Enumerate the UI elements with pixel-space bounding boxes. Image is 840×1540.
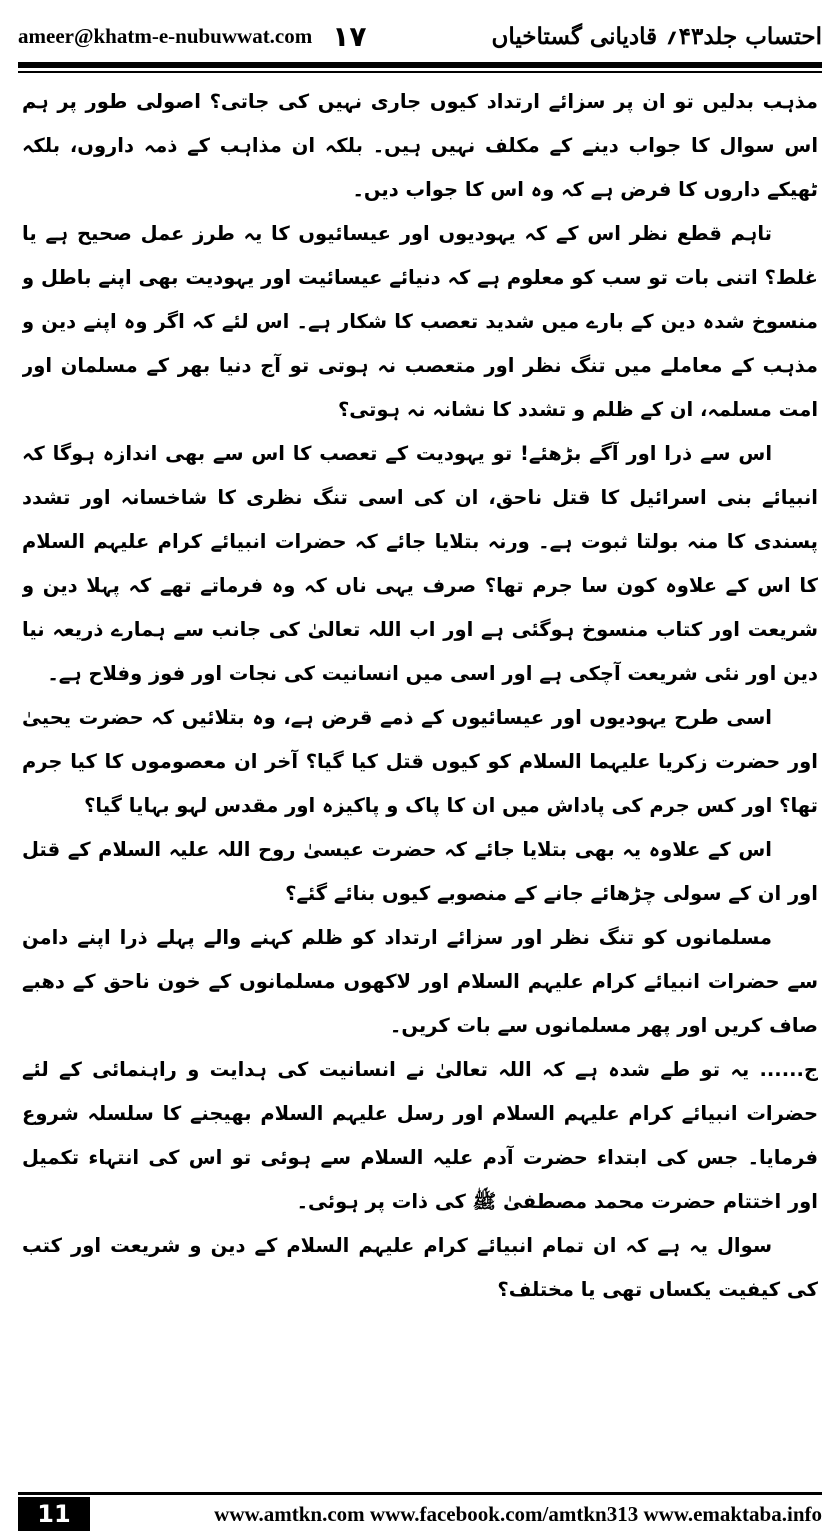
- footer-page-number: 11: [18, 1497, 90, 1531]
- body-text: [22, 80, 818, 1475]
- paragraph-5: اس کے علاوہ یہ بھی بتلایا جائے کہ حضرت عیسیٰ روح اللہ علیہ السلام کے قتل اور ان کے سولی چڑھائے جانے کے منصوبے کیوں بنائے گئے؟: [22, 838, 818, 905]
- footer-rule: [18, 1492, 822, 1495]
- header-rule-thin: [18, 71, 822, 73]
- footer-urls: www.amtkn.com www.facebook.com/amtkn313 www.emaktaba.info: [214, 1502, 822, 1526]
- header-email: ameer@khatm-e-nubuwwat.com: [18, 23, 313, 48]
- paragraph-3: اس سے ذرا اور آگے بڑھئے! تو یہودیت کے تعصب کا اس سے بھی اندازہ ہوگا کہ انبیائے بنی اسرائیل کا قتل ناحق، ان کی اسی تنگ نظری کا شاخسانہ اور تشدد پسندی کا منہ بولتا ثبوت ہے۔ ورنہ بتلایا جائے کہ حضرات انبیائے کرام علیہم السلام کا اس کے علاوہ کون سا جرم تھا؟ صرف یہی ناں کہ وہ فرماتے تھے کہ پہلا دین و شریعت اور کتاب منسوخ ہوگئی ہے اور اب اللہ تعالیٰ کی جانب سے ہمارے ذریعہ نیا دین اور نئی شریعت آچکی ہے اور اسی میں انسانیت کی نجات اور فوز وفلاح ہے۔: [22, 442, 818, 685]
- header-book-title: احتساب جلد۴۳؍ قادیانی گستاخیاں: [491, 22, 822, 50]
- header-page-number: ١٧: [332, 19, 367, 53]
- paragraph-4: اسی طرح یہودیوں اور عیسائیوں کے ذمے قرض ہے، وہ بتلائیں کہ حضرت یحییٰ اور حضرت زکریا علیہما السلام کو کیوں قتل کیا گیا؟ آخر ان معصوموں کا کیا جرم تھا؟ اور کس جرم کی پاداش میں ان کا پاک و پاکیزہ اور مقدس لہو بہایا گیا؟: [22, 706, 818, 817]
- paragraph-1: مذہب بدلیں تو ان پر سزائے ارتداد کیوں جاری نہیں کی جاتی؟ اصولی طور پر ہم اس سوال کا جواب دینے کے مکلف نہیں ہیں۔ بلکہ ان مذاہب کے ذمہ داروں، بلکہ ٹھیکے داروں کا فرض ہے کہ وہ اس کا جواب دیں۔: [22, 90, 818, 201]
- paragraph-6: مسلمانوں کو تنگ نظر اور سزائے ارتداد کو ظلم کہنے والے پہلے ذرا اپنے دامن سے حضرات انبیائے کرام علیہم السلام اور لاکھوں مسلمانوں کے خون ناحق کے دھبے صاف کریں اور پھر مسلمانوں سے بات کریں۔: [22, 926, 818, 1037]
- header-rule-thick: [18, 62, 822, 68]
- page-header: [18, 14, 822, 58]
- paragraph-answer: ج...... یہ تو طے شدہ ہے کہ اللہ تعالیٰ نے انسانیت کی ہدایت و راہنمائی کے لئے حضرات انبیائے کرام علیہم السلام اور رسل علیہم السلام بھیجنے کا سلسلہ شروع فرمایا۔ جس کی ابتداء حضرت آدم علیہ السلام سے ہوئی تو اس کی انتہاء تکمیل اور اختتام حضرت محمد مصطفیٰ ﷺ کی ذات پر ہوئی۔: [22, 1058, 818, 1213]
- paragraph-2: تاہم قطع نظر اس کے کہ یہودیوں اور عیسائیوں کا یہ طرز عمل صحیح ہے یا غلط؟ اتنی بات تو سب کو معلوم ہے کہ دنیائے عیسائیت اور یہودیت بھی اپنے باطل و منسوخ شدہ دین کے بارے میں شدید تعصب کا شکار ہے۔ اس لئے کہ اگر وہ اپنے دین و مذہب کے معاملے میں تنگ نظر اور متعصب نہ ہوتی تو آج دنیا بھر کے مسلمان اور امت مسلمہ، ان کے ظلم و تشدد کا نشانہ نہ ہوتی؟: [22, 222, 818, 421]
- paragraph-question: سوال یہ ہے کہ ان تمام انبیائے کرام علیہم السلام کے دین و شریعت اور کتب کی کیفیت یکساں تھی یا مختلف؟: [22, 1234, 818, 1301]
- page-footer: [18, 1492, 822, 1532]
